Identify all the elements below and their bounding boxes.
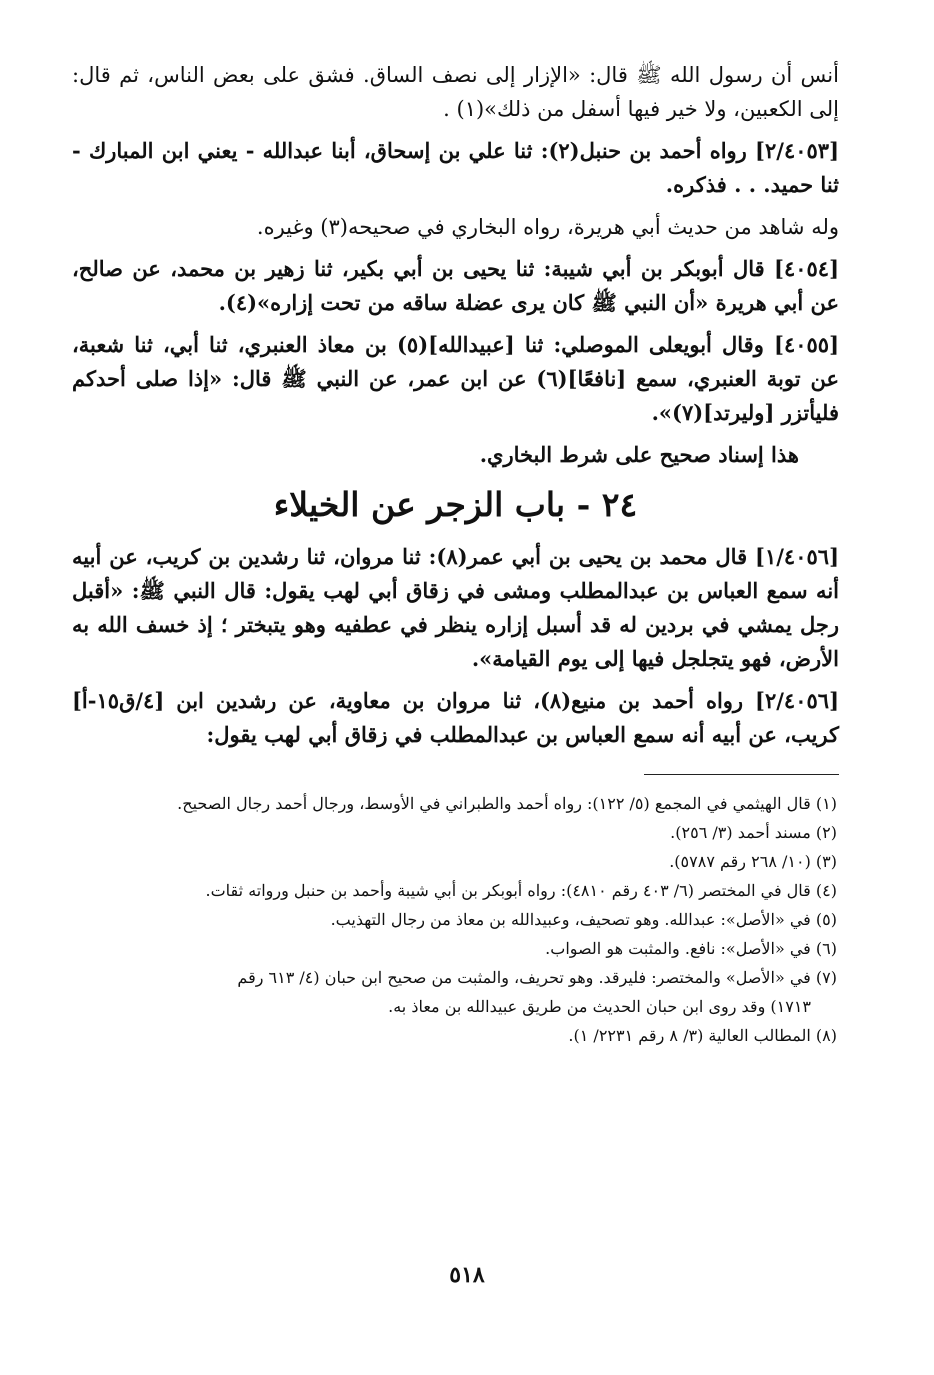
paragraph-4055: [٤٠٥٥] وقال أبويعلى الموصلي: ثنا [عبيدالله](٥) بن معاذ العنبري، ثنا أبي، ثنا شعبة، عن توبة العنبري، سمع [نافعًا](٦) عن ابن عمر، عن النبي ﷺ قال: «إذا صلى أحدكم فليأتزر [وليرتد](٧)». — [72, 332, 839, 425]
page-number: ٥١٨ — [449, 1262, 485, 1288]
footnote-separator — [644, 774, 839, 775]
footnote-7: (٧) في «الأصل» والمختصر: فليرقد. وهو تحريف، والمثبت من صحيح ابن حبان (٤/ ٦١٣ رقم — [237, 968, 837, 987]
paragraph-witness: وله شاهد من حديث أبي هريرة، رواه البخاري في صحيحه(٣) وغيره. — [256, 215, 839, 239]
footnote-7-continuation: ١٧١٣) وقد روى ابن حبان الحديث من طريق عبيدالله بن معاذ به. — [388, 997, 811, 1016]
footnote-5: (٥) في «الأصل»: عبدالله. وهو تصحيف، وعبيدالله بن معاذ من رجال التهذيب. — [330, 910, 837, 929]
paragraph-4056-2: [٢/٤٠٥٦] رواه أحمد بن منيع(٨)، ثنا مروان بن معاوية، عن رشدين ابن [٤/ق١٥-أ] كريب، عن أبيه أنه سمع العباس بن عبدالمطلب في زقاق أبي لهب يقول: — [72, 688, 839, 747]
chapter-title: ٢٤ - باب الزجر عن الخيلاء — [273, 485, 638, 524]
footnote-1: (١) قال الهيثمي في المجمع (٥/ ١٢٢): رواه أحمد والطبراني في الأوسط، ورجال أحمد رجال الصحيح. — [177, 794, 837, 813]
paragraph-4056-1: [١/٤٠٥٦] قال محمد بن يحيى بن أبي عمر(٨): ثنا مروان، ثنا رشدين بن كريب، عن أبيه أنه سمع العباس بن عبدالمطلب ومشى في زقاق أبي لهب يقول: قال النبي ﷺ: «أقبل رجل يمشي في بردين له قد أسبل إزاره ينظر في عطفيه وهو يتبختر ؛ إذ خسف الله به الأرض، فهو يتجلجل فيها إلى يوم القيامة». — [72, 544, 839, 671]
footnote-2: (٢) مسند أحمد (٣/ ٢٥٦). — [670, 823, 837, 842]
paragraph-4053-2: [٢/٤٠٥٣] رواه أحمد بن حنبل(٢): ثنا علي بن إسحاق، أبنا عبدالله - يعني ابن المبارك - ثنا حميد. . . فذكره. — [72, 138, 840, 197]
footnote-8: (٨) المطالب العالية (٣/ ٨ رقم ٢٢٣١/ ١). — [568, 1026, 837, 1045]
paragraph-4054: [٤٠٥٤] قال أبوبكر بن أبي شيبة: ثنا يحيى بن أبي بكير، ثنا زهير بن محمد، عن صالح، عن أبي هريرة «أن النبي ﷺ كان يرى عضلة ساقه من تحت إزاره»(٤). — [72, 256, 839, 315]
footnote-3: (٣) (١٠/ ٢٦٨ رقم ٥٧٨٧). — [669, 852, 837, 871]
paragraph-hadith-continuation: أنس أن رسول الله ﷺ قال: «الإزار إلى نصف الساق. فشق على بعض الناس، ثم قال: إلى الكعبين، ولا خير فيها أسفل من ذلك»(١) . — [72, 63, 839, 121]
footnote-6: (٦) في «الأصل»: نافع. والمثبت هو الصواب. — [545, 939, 837, 958]
footnotes — [72, 789, 839, 1050]
grading-note: هذا إسناد صحيح على شرط البخاري. — [479, 442, 799, 467]
footnote-4: (٤) قال في المختصر (٦/ ٤٠٣ رقم ٤٨١٠): رواه أبوبكر بن أبي شيبة وأحمد بن حنبل ورواته ثقات. — [205, 881, 837, 900]
page-content — [72, 58, 839, 1050]
